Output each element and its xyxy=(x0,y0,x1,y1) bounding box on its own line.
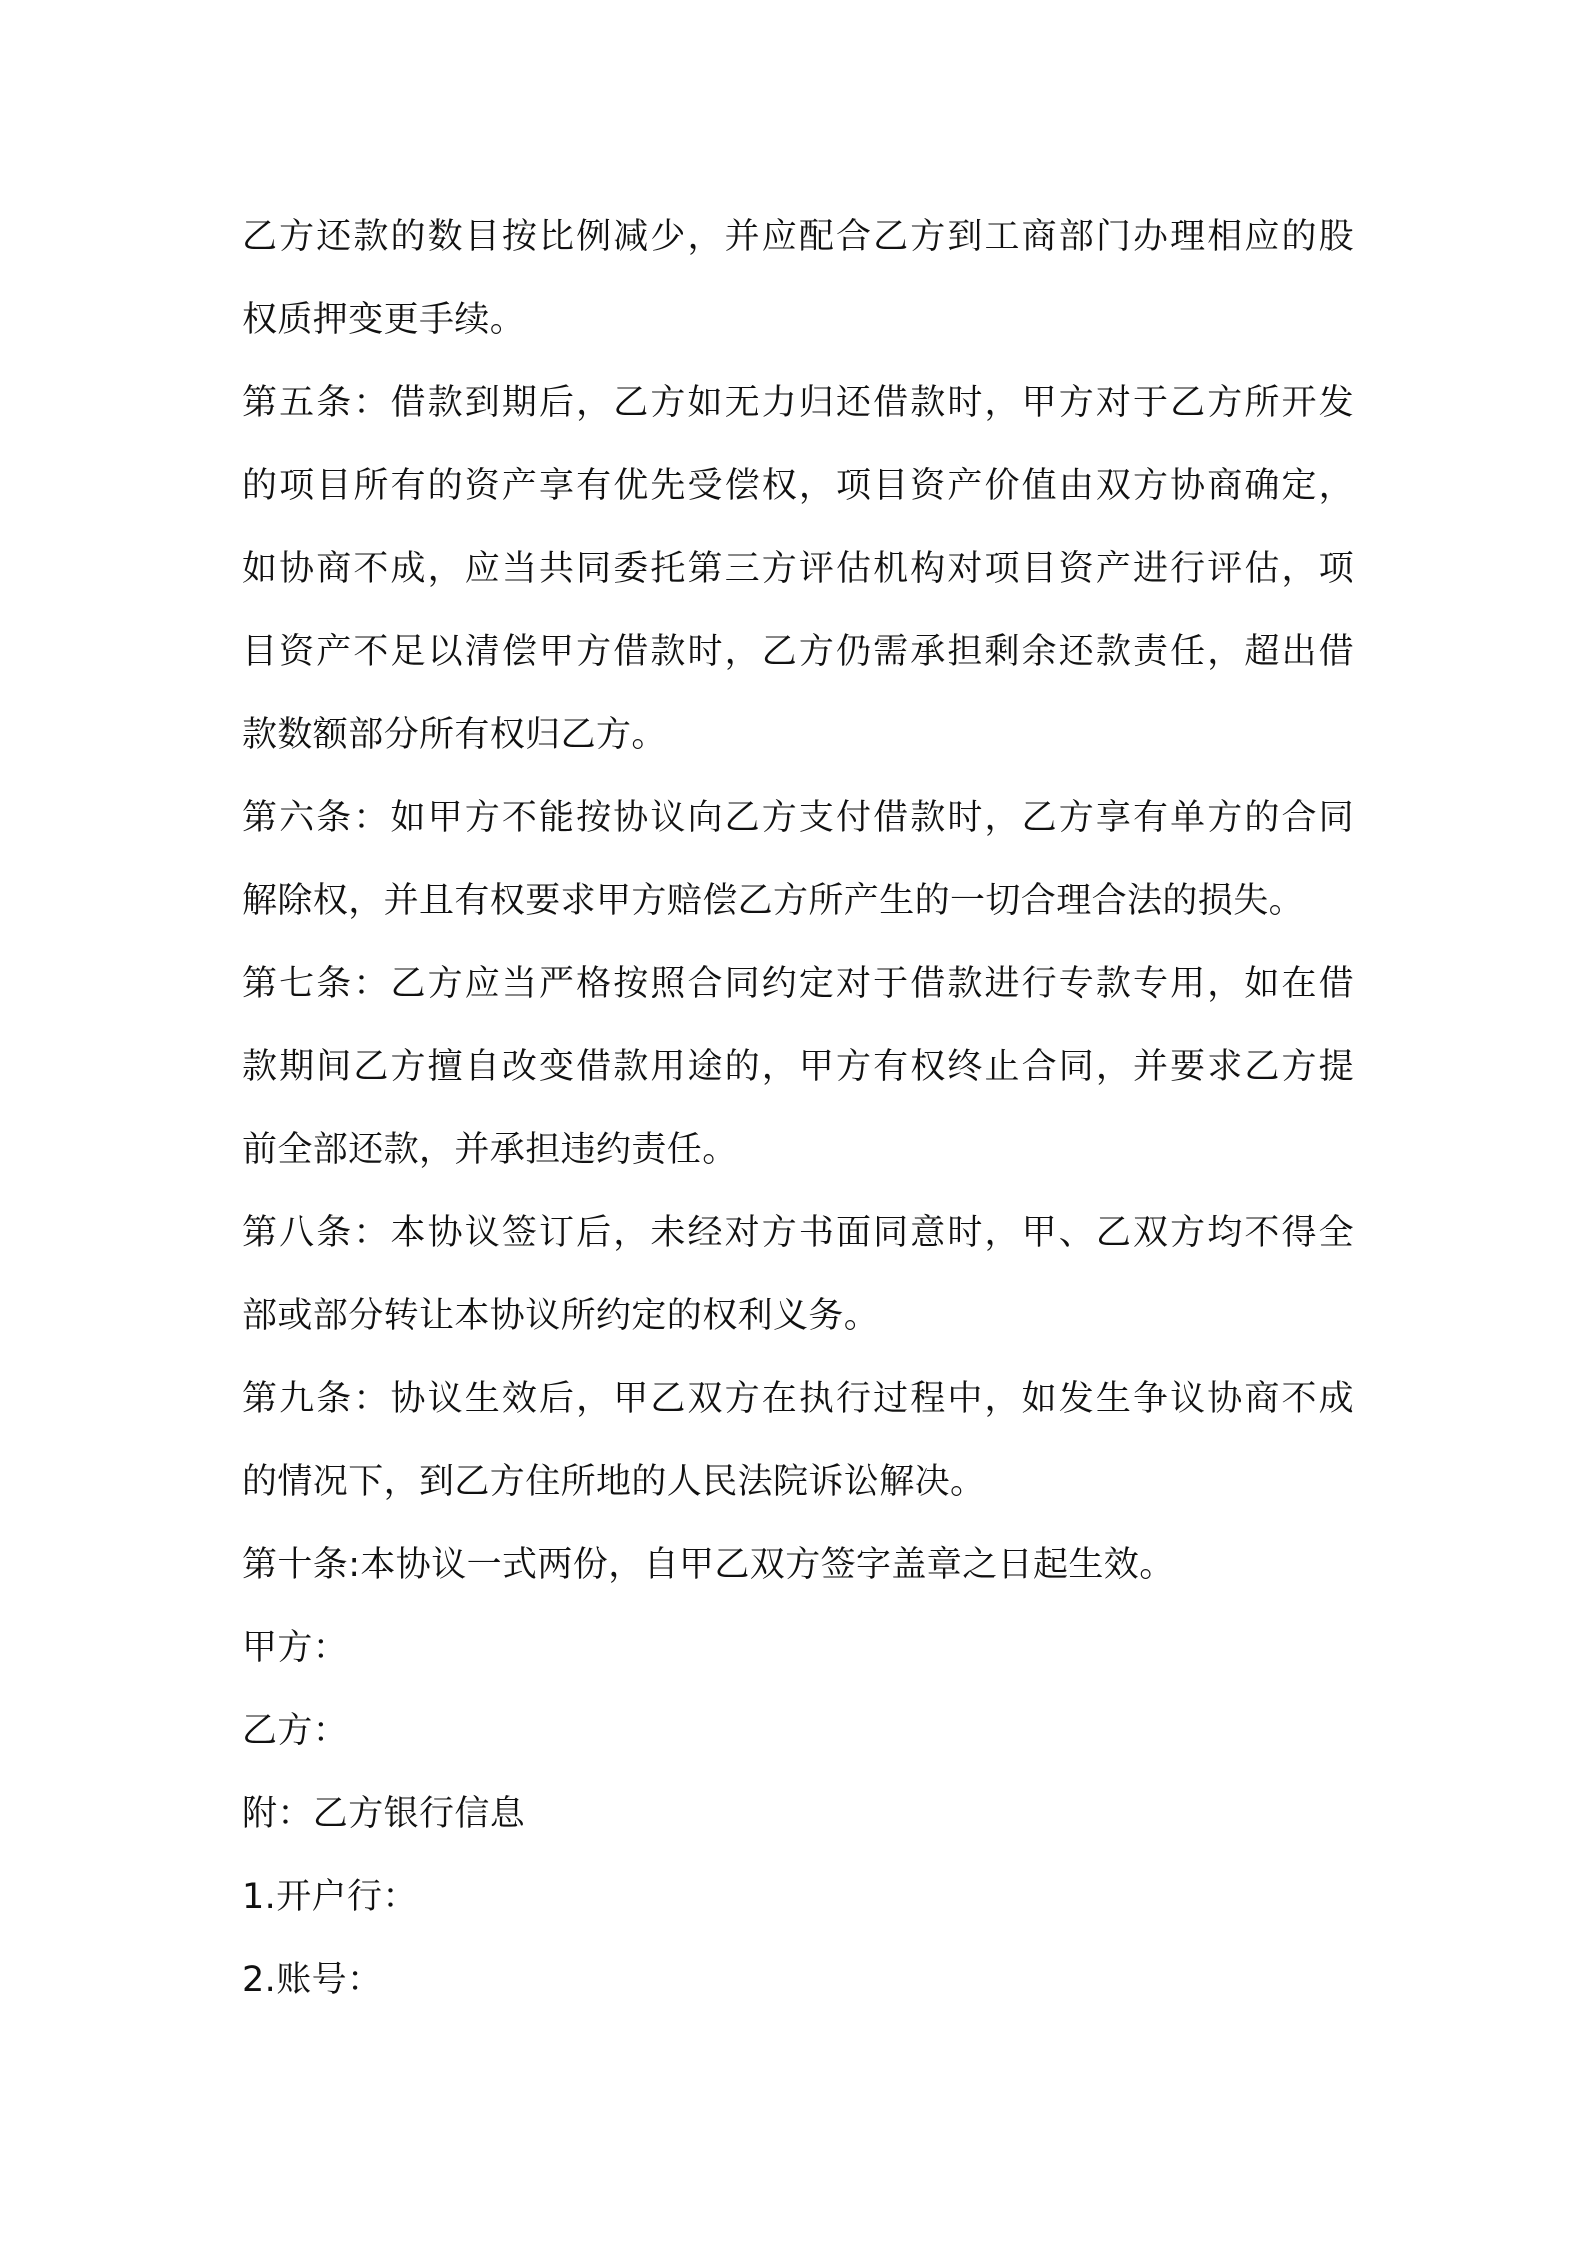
text-line: 款数额部分所有权归乙方。 xyxy=(242,715,667,755)
text-line: 第七条：乙方应当严格按照合同约定对于借款进行专款专用，如在借 xyxy=(242,964,1354,1004)
text-line: 乙方还款的数目按比例减少，并应配合乙方到工商部门办理相应的股 xyxy=(242,217,1354,257)
paragraph-continued xyxy=(242,196,1354,362)
article-6 xyxy=(242,777,1354,943)
text-line: 第五条：借款到期后，乙方如无力归还借款时，甲方对于乙方所开发 xyxy=(242,383,1354,423)
party-b-signature-label xyxy=(242,1690,1354,1773)
text-line: 甲方： xyxy=(242,1628,349,1668)
text-line: 的情况下，到乙方住所地的人民法院诉讼解决。 xyxy=(242,1462,986,1502)
text-line: 第九条：协议生效后，甲乙双方在执行过程中，如发生争议协商不成 xyxy=(242,1379,1354,1419)
text-line: 如协商不成，应当共同委托第三方评估机构对项目资产进行评估，项 xyxy=(242,549,1354,589)
text-line: 附：乙方银行信息 xyxy=(242,1794,526,1834)
text-line: 的项目所有的资产享有优先受偿权，项目资产价值由双方协商确定， xyxy=(242,466,1354,506)
account-number-label xyxy=(242,1939,1354,2022)
text-line: 部或部分转让本协议所约定的权利义务。 xyxy=(242,1296,880,1336)
text-line: 解除权，并且有权要求甲方赔偿乙方所产生的一切合理合法的损失。 xyxy=(242,881,1305,921)
article-8 xyxy=(242,1192,1354,1358)
text-line: 权质押变更手续。 xyxy=(242,300,526,340)
text-line: 前全部还款，并承担违约责任。 xyxy=(242,1130,738,1170)
article-9 xyxy=(242,1358,1354,1524)
bank-name-label xyxy=(242,1856,1354,1939)
appendix-title xyxy=(242,1773,1354,1856)
article-7 xyxy=(242,943,1354,1192)
text-line: 目资产不足以清偿甲方借款时，乙方仍需承担剩余还款责任，超出借 xyxy=(242,632,1354,672)
text-line: 乙方： xyxy=(242,1711,349,1751)
text-line: 2.账号： xyxy=(242,1960,383,2000)
text-line: 第六条：如甲方不能按协议向乙方支付借款时，乙方享有单方的合同 xyxy=(242,798,1354,838)
party-a-signature-label xyxy=(242,1607,1354,1690)
text-line: 第八条：本协议签订后，未经对方书面同意时，甲、乙双方均不得全 xyxy=(242,1213,1354,1253)
document-body xyxy=(242,196,1354,2022)
article-10 xyxy=(242,1524,1354,1607)
article-5 xyxy=(242,362,1354,777)
text-line: 款期间乙方擅自改变借款用途的，甲方有权终止合同，并要求乙方提 xyxy=(242,1047,1354,1087)
text-line: 第十条:本协议一式两份，自甲乙双方签字盖章之日起生效。 xyxy=(242,1545,1175,1585)
text-line: 1.开户行： xyxy=(242,1877,418,1917)
